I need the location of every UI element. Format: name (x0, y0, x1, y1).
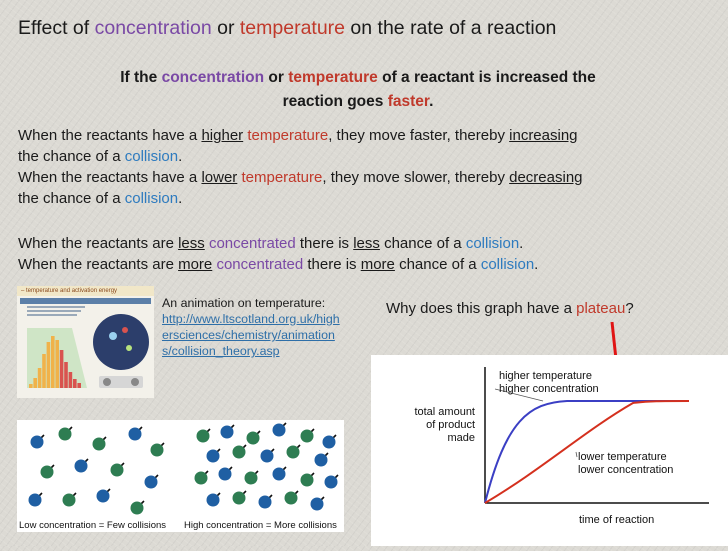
text-line (18, 233, 538, 254)
molecule (245, 472, 258, 485)
rate-graph-svg (371, 355, 728, 546)
key-statement-line-1 (38, 66, 678, 90)
molecule (261, 450, 274, 463)
animation-thumbnail[interactable] (17, 286, 154, 398)
plateau-word: plateau (576, 300, 626, 317)
animation-link[interactable] (162, 311, 372, 359)
rate-graph (371, 355, 728, 546)
histogram-bar (51, 336, 55, 388)
label-low-temp: lower temperature (578, 451, 667, 463)
high-concentration-molecules (195, 423, 339, 511)
molecule (59, 428, 72, 441)
link-line[interactable]: s/collision_theory.asp (162, 344, 280, 358)
text-line (18, 167, 583, 188)
molecule (273, 424, 286, 437)
molecule (197, 430, 210, 443)
molecule (31, 436, 44, 449)
molecule (233, 492, 246, 505)
key-statement-line-2 (38, 90, 678, 114)
temperature-paragraph (18, 125, 583, 209)
text: the chance of a (18, 190, 125, 207)
y-label-line: made (447, 432, 475, 444)
molecule (75, 460, 88, 473)
concentration-word: concentration (161, 69, 265, 86)
molecule (195, 472, 208, 485)
molecule (207, 450, 220, 463)
low-concentration-molecules (29, 427, 165, 515)
text-line (18, 254, 538, 275)
text: When the reactants are (18, 235, 179, 252)
text: chance of a (394, 256, 481, 273)
label-low-conc: lower concentration (578, 464, 674, 476)
text: there is (295, 235, 354, 252)
histogram-bar (77, 383, 81, 388)
text: . (429, 93, 434, 110)
text: or (264, 69, 289, 86)
collision-word: collision (465, 235, 520, 252)
y-label-line: of product (426, 419, 475, 431)
histogram-bar (55, 340, 59, 388)
animation-caption (162, 295, 372, 359)
text: When the reactants are (18, 256, 179, 273)
title-text: Effect of (18, 17, 95, 39)
more-word: more (178, 256, 213, 273)
text: Why does this graph have a (386, 300, 577, 317)
concentrated-word: concentrated (216, 256, 304, 273)
histogram-bar (69, 372, 73, 388)
text: ? (625, 300, 634, 317)
link-line[interactable]: ersciences/chemistry/animation (162, 328, 335, 342)
molecule (29, 494, 42, 507)
lower-word: lower (201, 169, 238, 186)
text: . (178, 190, 183, 207)
text: When the reactants have a (18, 127, 202, 144)
molecules-svg (17, 420, 344, 532)
label-line-low (576, 452, 577, 457)
molecule (325, 476, 338, 489)
histogram-bar (38, 368, 42, 388)
text-line (18, 125, 583, 146)
histogram-bar (73, 379, 77, 388)
concentrated-word: concentrated (208, 235, 296, 252)
molecule (41, 466, 54, 479)
collision-word: collision (124, 190, 179, 207)
increasing-word: increasing (509, 127, 578, 144)
low-concentration-caption: Low concentration = Few collisions (19, 520, 167, 531)
molecule (93, 438, 106, 451)
temperature-word: temperature (288, 69, 378, 86)
higher-word: higher (201, 127, 244, 144)
histogram-bar (47, 342, 51, 388)
molecule (301, 474, 314, 487)
animation-label: An animation on temperature: (162, 296, 326, 310)
text: If the (120, 69, 162, 86)
title-concentration: concentration (94, 17, 212, 39)
key-statement (38, 66, 678, 114)
title-text: or (211, 17, 240, 39)
text: . (519, 235, 524, 252)
molecule (273, 468, 286, 481)
temperature-word: temperature (247, 127, 329, 144)
less-word: less (353, 235, 380, 252)
title-text: on the rate of a reaction (345, 17, 557, 39)
molecule (207, 494, 220, 507)
decreasing-word: decreasing (509, 169, 583, 186)
histogram-bar (60, 350, 64, 388)
molecule (63, 494, 76, 507)
molecule (287, 446, 300, 459)
thumbnail-header: – temperature and activation energy (17, 286, 154, 296)
molecule (97, 490, 110, 503)
link-line[interactable]: http://www.ltscotland.org.uk/high (162, 312, 340, 326)
molecule (131, 502, 144, 515)
molecule (259, 496, 272, 509)
text: chance of a (379, 235, 466, 252)
slide-title (18, 17, 556, 40)
molecule (285, 492, 298, 505)
molecule (219, 468, 232, 481)
collision-word: collision (124, 148, 179, 165)
high-concentration-caption: High concentration = More collisions (184, 520, 337, 531)
x-axis-label: time of reaction (579, 514, 655, 526)
histogram-bar (29, 384, 33, 388)
label-high-temp: higher temperature (499, 370, 592, 382)
temperature-word: temperature (241, 169, 323, 186)
label-high-conc: higher concentration (499, 383, 599, 395)
molecule (247, 432, 260, 445)
molecule (111, 464, 124, 477)
concentration-paragraph (18, 233, 538, 275)
less-word: less (178, 235, 205, 252)
molecule (145, 476, 158, 489)
text: , they move faster, thereby (328, 127, 510, 144)
molecule (129, 428, 142, 441)
text: . (178, 148, 183, 165)
histogram-bar (33, 378, 37, 388)
molecule (315, 454, 328, 467)
text: there is (303, 256, 361, 273)
more-word: more (360, 256, 395, 273)
y-label-line: total amount (414, 406, 475, 418)
collision-word: collision (480, 256, 535, 273)
text: the chance of a (18, 148, 125, 165)
text: , they move slower, thereby (322, 169, 510, 186)
text-line (18, 146, 583, 167)
text: of a reactant is increased the (377, 69, 596, 86)
text: . (534, 256, 539, 273)
molecule (323, 436, 336, 449)
graph-question (386, 300, 634, 317)
molecule (301, 430, 314, 443)
molecule (221, 426, 234, 439)
molecule (311, 498, 324, 511)
faster-word: faster (387, 93, 430, 110)
histogram-bar (42, 354, 46, 388)
thumbnail-graphic (17, 296, 154, 398)
histogram-bar (64, 362, 68, 388)
title-temperature: temperature (239, 17, 346, 39)
text: reaction goes (282, 93, 388, 110)
molecule (151, 444, 164, 457)
text: When the reactants have a (18, 169, 202, 186)
text-line (18, 188, 583, 209)
molecule (233, 446, 246, 459)
molecules-panel (17, 420, 344, 532)
